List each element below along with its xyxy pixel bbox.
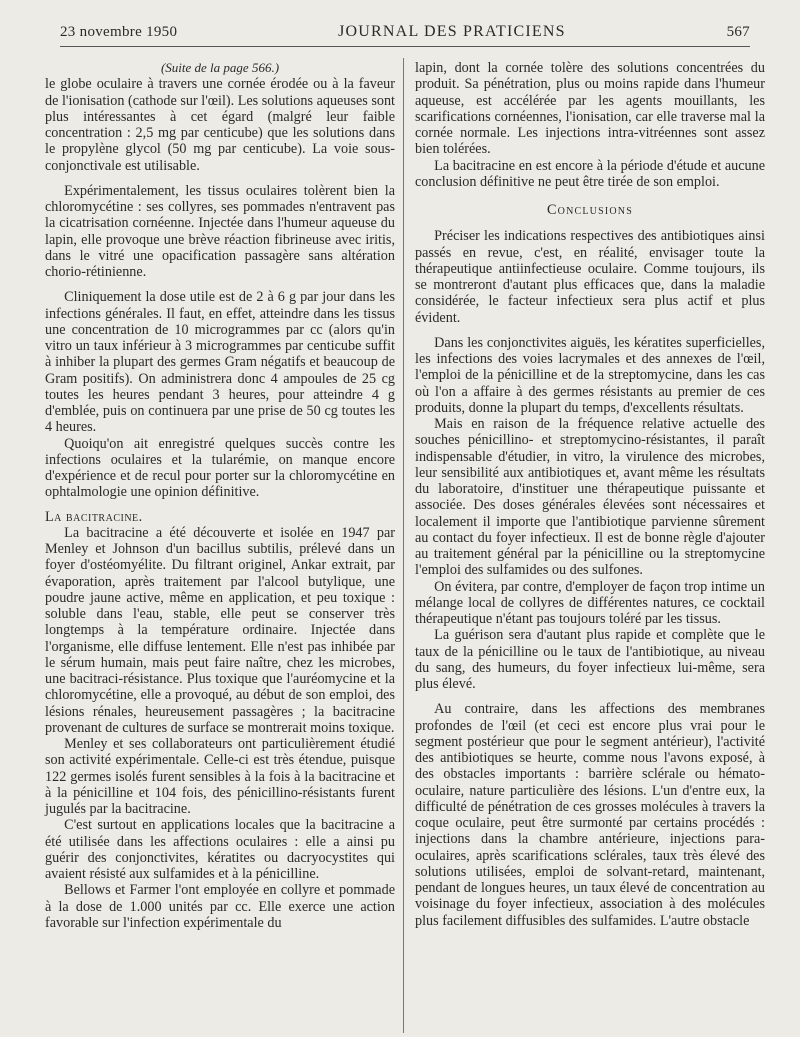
paragraph: Bellows et Farmer l'ont employée en collyre et pommade à la dose de 1.000 unités par cc. Elle exerce une action favorable sur l'infection expérimentale du <box>45 882 395 931</box>
section-heading: Conclusions <box>546 202 633 218</box>
column-divider <box>403 58 404 1033</box>
journal-title: JOURNAL DES PRATICIENS <box>338 23 566 40</box>
paragraph: Au contraire, dans les affections des membranes profondes de l'œil (et ceci est encore plus vrai pour le segment postérieur que pour le segment antérieur), l'activité des antibiotiques se heurte, comme nous l'avons exposé, à des obstacles importants : barrière sclérale ou hémato-oculaire, nature particulière des lésions. L'un d'entre eux, la difficulté de pénétration de ces grosses molécules à travers la coque oculaire, peut être surmonté par certains procédés : injections dans la chambre antérieure, injections para-oculaires, après scarifications sclérales, taux très élevé des solutions utilisées, emploi de solvant-retard, maintenant, pendant de longues heures, un taux élevé de concentration au voisinage du foyer infectieux, association à des molécules plus facilement diffusibles des sulfamides. L'autre obstacle <box>415 701 765 929</box>
paragraph: Quoiqu'on ait enregistré quelques succès contre les infections oculaires et la tularémie, on manque encore d'expérience et de recul pour porter sur la chloromycétine en ophtalmologie une opinion définitive. <box>45 435 395 501</box>
paragraph: Dans les conjonctivites aiguës, les kératites superficielles, les infections des voies lacrymales et des annexes de l'œil, l'emploi de la pénicilline et de la streptomycine, dans les cas où l'on a affaire à des germes résistants au premier de ces produits, donne la plupart du temps, d'excellents résultats. <box>415 334 765 416</box>
left-column <box>45 60 395 931</box>
paragraph: le globe oculaire à travers une cornée érodée ou à la faveur de l'ionisation (cathode sur l'œil). Les solutions aqueuses sont plus intéressantes à cet égard (malgré leur faible concentration : 2,5 mg par centicube) que les solutions dans le propylène glycol (50 mg par centicube). La voie sous-conjonctivale est utilisable. <box>45 76 395 174</box>
paragraph: Menley et ses collaborateurs ont particulièrement étudié son activité expérimentale. Celle-ci est très étendue, puisque 122 germes isolés furent sensibles à la fois à la bacitracine et à la pénicilline et 104 fois, des pénicillino-résistants furent jugulés par la bacitracine. <box>45 736 395 817</box>
paragraph: Expérimentalement, les tissus oculaires tolèrent bien la chloromycétine : ses collyres, ses pommades n'entravent pas la cicatrisation cornéenne. Injectée dans l'humeur aqueuse du lapin, elle provoque une brève réaction fibrineuse avec iritis, dans le vitré une opacification passagère sans altération chorio-rétinienne. <box>45 182 395 280</box>
paragraph: lapin, dont la cornée tolère des solutions concentrées du produit. Sa pénétration, plus ou moins rapide dans l'humeur aqueuse, est accélérée par les agents mouillants, les scarifications cornéennes, l'ionisation, car elle traverse mal la cornée normale. Les injections intra-vitréennes sont assez bien tolérées. <box>415 60 765 158</box>
continuation-note: (Suite de la page 566.) <box>160 60 280 75</box>
section-heading: La bacitracine. <box>45 508 143 525</box>
paragraph: La bacitracine en est encore à la période d'étude et aucune conclusion définitive ne peut être tirée de son emploi. <box>415 157 765 190</box>
paragraph: C'est surtout en applications locales que la bacitracine a été utilisée dans les affections oculaires : elle a ainsi pu guérir des conjonctivites, kératites ou dacryocystites qui avaient résisté aux sulfamides et à la pénicilline. <box>45 817 395 882</box>
paragraph: Cliniquement la dose utile est de 2 à 6 g par jour dans les infections générales. Il faut, en effet, atteindre dans les tissus une concentration de 10 microgrammes par cc (alors qu'in vitro un taux inférieur à 3 microgrammes par centicube suffit à inhiber la plupart des germes Gram négatifs et beaucoup de Gram positifs). On administrera donc 4 ampoules de 25 cg toutes les heures pendant 3 heures, pour atteindre 4 g d'emblée, puis on continuera par une prise de 50 cg toutes les 4 heures. <box>45 289 395 436</box>
page-number: 567 <box>726 23 750 40</box>
header-date: 23 novembre 1950 <box>60 23 178 40</box>
paragraph: On évitera, par contre, d'employer de façon trop intime un mélange local de collyres de différentes natures, ce cocktail thérapeutique n'étant pas toujours toléré par les tissus. <box>415 578 765 627</box>
paragraph: La guérison sera d'autant plus rapide et complète que le taux de la pénicilline ou le taux de l'antibiotique, au niveau du sang, des humeurs, du foyer infectieux lui-même, sera plus élevé. <box>415 627 765 692</box>
paragraph: Préciser les indications respectives des antibiotiques ainsi passés en revue, c'est, en réalité, envisager toute la thérapeutique antiinfectieuse oculaire. Comme toujours, ils se montreront d'autant plus efficaces que, dans la maladie considérée, le facteur infectieux sera plus actif et plus évident. <box>415 228 765 326</box>
right-column <box>415 60 765 929</box>
running-header <box>60 18 750 47</box>
paragraph: La bacitracine a été découverte et isolée en 1947 par Menley et Johnson d'un bacillus subtilis, prélevé dans un foyer d'ostéomyélite. Du filtrant originel, Ankar extrait, par évaporation, après traitement par l'alcool butylique, une poudre jaune active, même en application, et peu toxique : soluble dans l'eau, stable, elle peut se conserver très longtemps à la température ordinaire. Injectée dans l'organisme, elle diffuse lentement. Elle n'est pas inhibée par le sérum humain, mais peut faire naître, chez les microbes, une bacitraci-résistance. Plus toxique que l'auréomycine et la chloromycétine, elle a provoqué, au début de son emploi, des lésions rénales, heureusement passagères ; la bacitracine provenant de cultures de surface se montrerait moins toxique. <box>45 524 395 736</box>
paragraph: Mais en raison de la fréquence relative actuelle des souches pénicillino- et streptomycino-résistantes, il paraît indispensable d'étudier, in vitro, la virulence des microbes, leur sensibilité aux antibiotiques et, avant même les résultats du laboratoire, d'instituer une thérapeutique puissante et associée. Des doses générales élevées sont nécessaires et localement il importe que l'antibiotique parvienne sûrement au contact du foyer infectieux. Il est de bonne règle d'ajouter au traitement général par la pénicilline ou la streptomycine l'emploi des sulfamides ou des sulfones. <box>415 416 765 579</box>
